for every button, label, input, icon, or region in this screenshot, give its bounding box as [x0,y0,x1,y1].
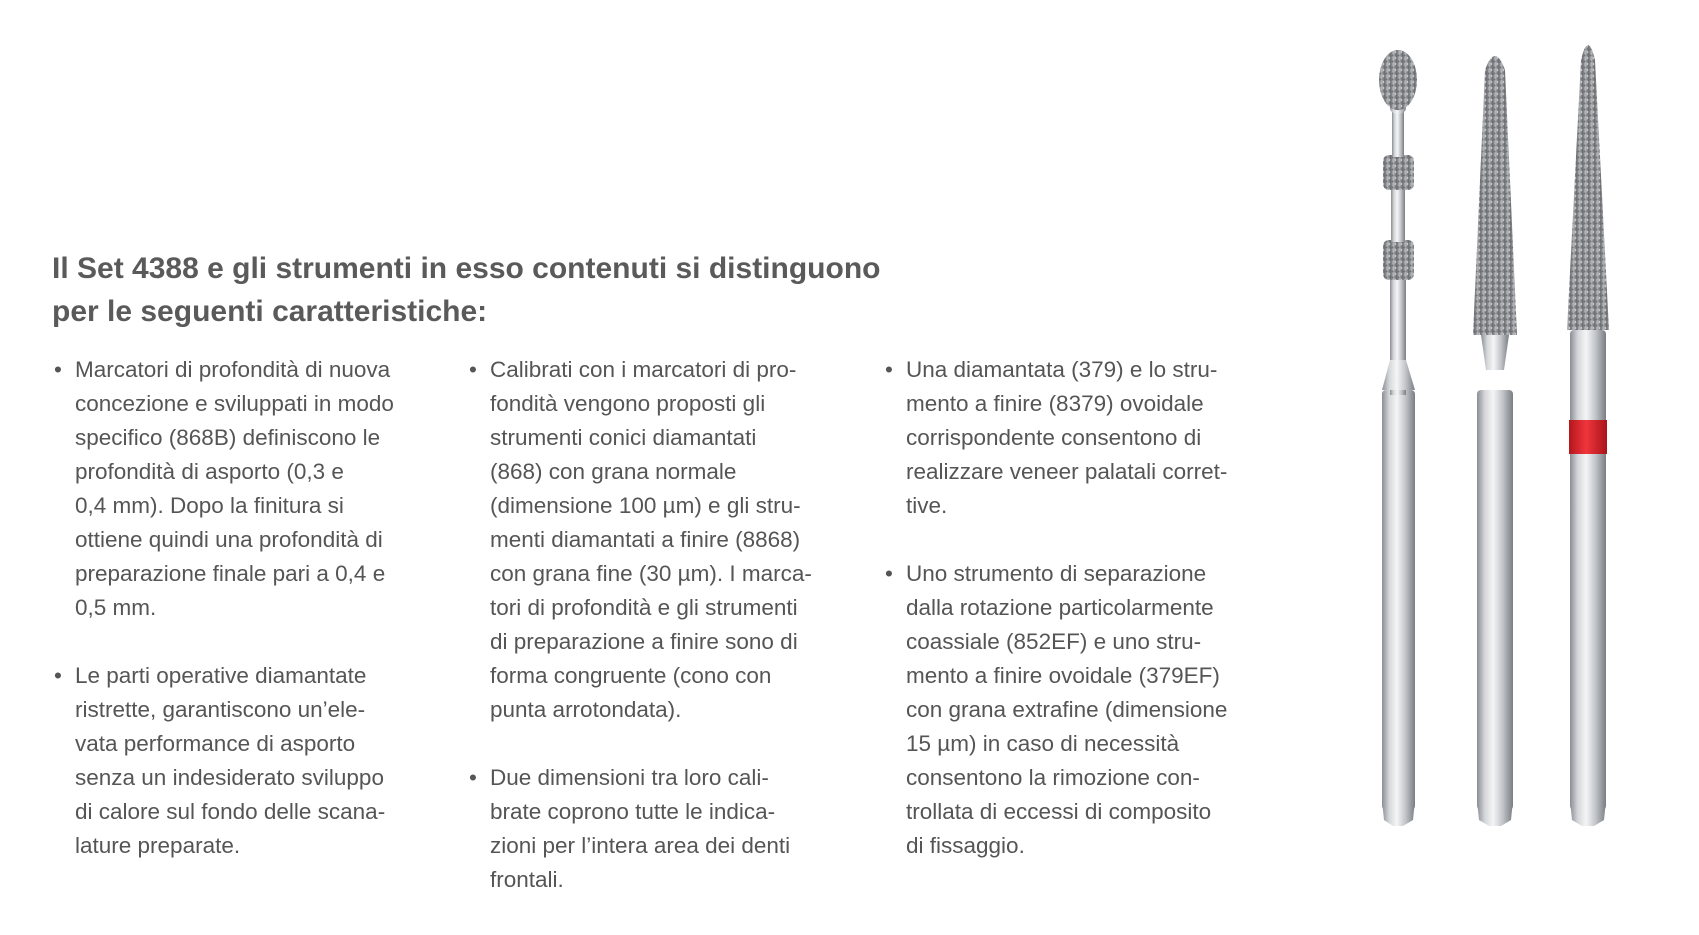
depth-marker-bur-icon [1379,50,1417,826]
bullet-text-line: (868) con grana normale [490,459,737,484]
bullet-text-line: 0,4 mm). Dopo la finitura si [75,493,344,518]
bullet-text-line: zioni per l’intera area dei denti [490,833,791,858]
dental-burs-image [1355,30,1685,910]
heading-line-2: per le seguenti caratteristiche: [52,295,488,328]
bullet-text-line: Una diamantata (379) e lo stru- [906,357,1218,382]
bullet-text-line: lature preparate. [75,833,241,858]
bullet-text-line: forma congruente (cono con [490,663,772,688]
bullet-text-line: tive. [906,493,948,518]
bullet-item [52,353,442,625]
bullet-text-line: consentono la rimozione con- [906,765,1200,790]
tapered-diamond-bur-icon [1473,56,1517,826]
bullet-text-line: di fissaggio. [906,833,1025,858]
bullet-dot: • [469,765,477,790]
bullet-text-line: ristrette, garantiscono un’ele- [75,697,366,722]
heading-line-1: Il Set 4388 e gli strumenti in esso contenuti si distinguono [52,252,881,285]
bullet-text-line: fondità vengono proposti gli [490,391,766,416]
column-3 [883,353,1283,897]
bullet-text-line: trollata di eccessi di composito [906,799,1212,824]
bullet-text-line: coassiale (852EF) e uno stru- [906,629,1202,654]
bullet-text-line: di preparazione a finire sono di [490,629,798,654]
bullet-text-line: di calore sul fondo delle scana- [75,799,386,824]
bullet-text-line: Marcatori di profondità di nuova [75,357,391,382]
bullet-text-line: dalla rotazione particolarmente [906,595,1214,620]
bullet-text-line: (dimensione 100 µm) e gli stru- [490,493,801,518]
bullet-text-line: mento a finire (8379) ovoidale [906,391,1204,416]
bullet-text-line: con grana extrafine (dimensione [906,697,1228,722]
bullet-item [52,659,442,863]
bullet-text-line: preparazione finale pari a 0,4 e [75,561,386,586]
bullet-dot: • [885,561,893,586]
bullet-text-line: punta arrotondata). [490,697,682,722]
bullet-text-line: Le parti operative diamantate [75,663,367,688]
bullet-text-line: Uno strumento di separazione [906,561,1207,586]
bullet-text-line: ottiene quindi una profondità di [75,527,383,552]
bullet-text-line: vata performance di asporto [75,731,356,756]
bullet-text-line: corrispondente consentono di [906,425,1202,450]
bullet-text-line: brate coprono tutte le indica- [490,799,776,824]
bullet-text-line: mento a finire ovoidale (379EF) [906,663,1220,688]
bullet-text-line: Calibrati con i marcatori di pro- [490,357,797,382]
bullet-item [883,557,1283,863]
bullet-dot: • [54,357,62,382]
bullet-text-line: menti diamantati a finire (8868) [490,527,801,552]
bullet-text-line: 0,5 mm. [75,595,157,620]
bullet-text-line: frontali. [490,867,564,892]
heading [52,247,1012,333]
bullet-dot: • [54,663,62,688]
bullet-item [467,353,867,727]
bullet-text-line: Due dimensioni tra loro cali- [490,765,769,790]
bullet-item [467,761,867,897]
column-2 [467,353,867,931]
bullet-text-line: specifico (868B) definiscono le [75,425,381,450]
column-1 [52,353,442,897]
bullet-text-line: tori di profondità e gli strumenti [490,595,798,620]
bullet-text-line: profondità di asporto (0,3 e [75,459,344,484]
fine-finishing-bur-icon [1567,45,1609,826]
bullet-text-line: senza un indesiderato sviluppo [75,765,384,790]
bullet-dot: • [885,357,893,382]
bullet-dot: • [469,357,477,382]
bullet-item [883,353,1283,523]
bullet-text-line: concezione e sviluppati in modo [75,391,394,416]
bullet-text-line: realizzare veneer palatali corret- [906,459,1228,484]
bullet-text-line: 15 µm) in caso di necessità [906,731,1180,756]
bullet-text-line: con grana fine (30 µm). I marca- [490,561,812,586]
bullet-text-line: strumenti conici diamantati [490,425,757,450]
